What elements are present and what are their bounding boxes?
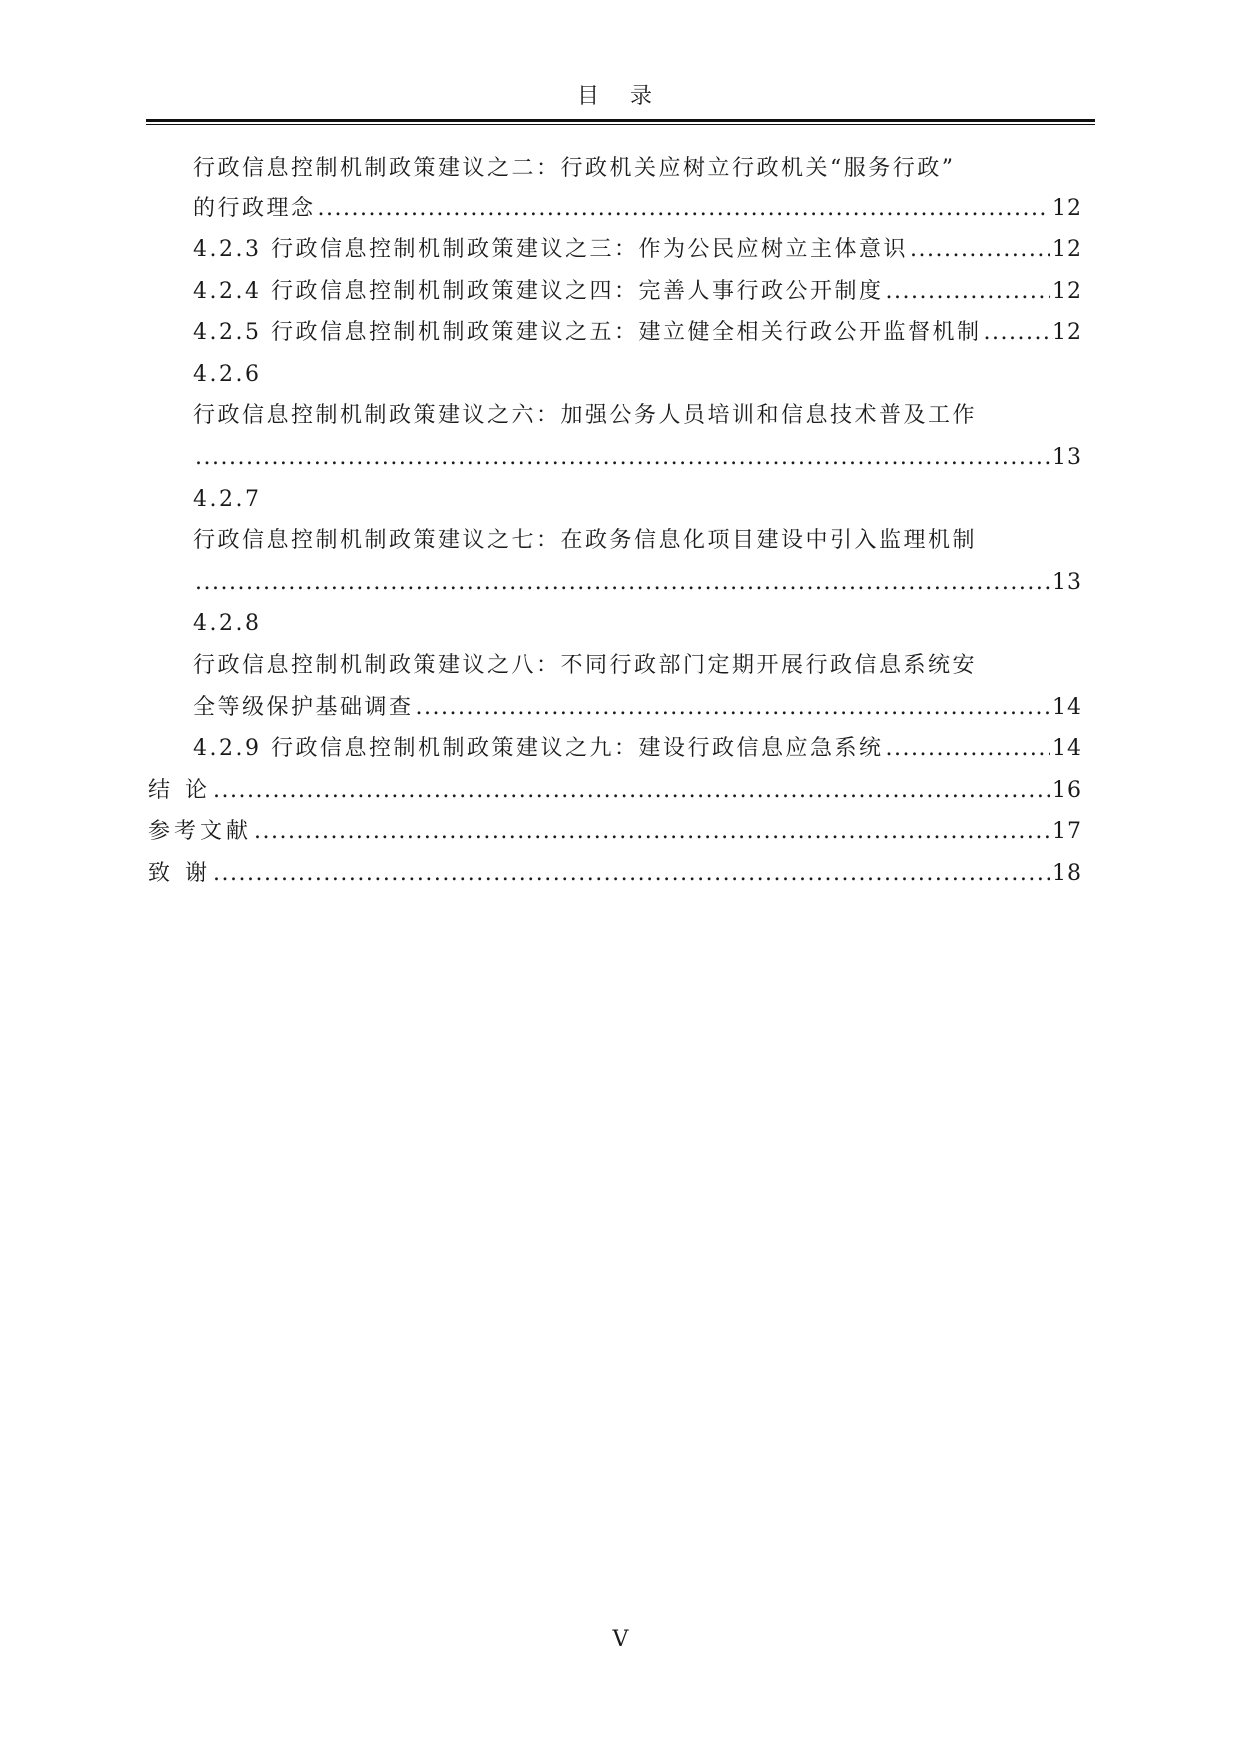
- toc-page-number: 17: [1052, 819, 1082, 844]
- toc-page-number: 14: [1052, 736, 1082, 761]
- page-header-title: 目 录: [577, 84, 664, 109]
- toc-entry-4-2-4[interactable]: [193, 276, 1082, 308]
- toc-leader-dots: [254, 816, 1050, 848]
- toc-entry-4-2-8-number: 4.2.8: [193, 611, 262, 636]
- toc-entry-4-2-3[interactable]: [193, 234, 1082, 266]
- toc-page-number: 16: [1052, 778, 1082, 803]
- toc-page-number: 13: [1052, 445, 1082, 470]
- toc-entry-4-2-7-number: 4.2.7: [193, 487, 262, 512]
- toc-leader-dots: [195, 442, 1050, 474]
- toc-entry-2-title-line-1: 行政信息控制机制政策建议之二：行政机关应树立行政机关“服务行政”: [193, 156, 956, 181]
- toc-entry-4-2-8[interactable]: [193, 692, 1082, 724]
- toc-page-number: 12: [1052, 237, 1082, 262]
- toc-entry-title: 4.2.9 行政信息控制机制政策建议之九：建设行政信息应急系统: [193, 736, 884, 761]
- toc-entry-title: 4.2.5 行政信息控制机制政策建议之五：建立健全相关行政公开监督机制: [193, 320, 982, 345]
- toc-entry-4-2-9[interactable]: [193, 733, 1082, 765]
- toc-leader-dots: [318, 193, 1050, 225]
- header-rule-thin: [146, 124, 1095, 125]
- page-number-footer: V: [612, 1627, 629, 1652]
- toc-page-number: 14: [1052, 695, 1082, 720]
- toc-page-number: 12: [1052, 279, 1082, 304]
- toc-entry-title: 4.2.3 行政信息控制机制政策建议之三：作为公民应树立主体意识: [193, 237, 908, 262]
- toc-entry-acknowledgements[interactable]: [148, 858, 1082, 890]
- header-rule-thick: [146, 119, 1095, 122]
- toc-leader-dots: [213, 858, 1050, 890]
- toc-entry-4-2-7[interactable]: [193, 567, 1082, 599]
- toc-entry-title: 致 谢: [148, 861, 211, 886]
- toc-entry-4-2-6-title-line: 行政信息控制机制政策建议之六：加强公务人员培训和信息技术普及工作: [193, 403, 978, 428]
- toc-leader-dots: [983, 317, 1050, 349]
- toc-entry-4-2-7-title-line: 行政信息控制机制政策建议之七：在政务信息化项目建设中引入监理机制: [193, 528, 978, 553]
- toc-page-number: 12: [1052, 196, 1082, 221]
- toc-leader-dots: [195, 567, 1050, 599]
- toc-page-number: 18: [1052, 861, 1082, 886]
- toc-leader-dots: [910, 234, 1050, 266]
- toc-entry-4-2-5[interactable]: [193, 317, 1082, 349]
- toc-entry-title: 参考文献: [148, 819, 253, 844]
- toc-entry-title: 结 论: [148, 778, 211, 803]
- toc-entry-4-2-6-number: 4.2.6: [193, 362, 262, 387]
- toc-entry-4-2-6[interactable]: [193, 442, 1082, 474]
- toc-entry-references[interactable]: [148, 816, 1082, 848]
- toc-leader-dots: [885, 276, 1050, 308]
- toc-entry-title: 全等级保护基础调查: [193, 695, 414, 720]
- toc-entry-title: 4.2.4 行政信息控制机制政策建议之四：完善人事行政公开制度: [193, 279, 884, 304]
- toc-page-number: 13: [1052, 570, 1082, 595]
- toc-leader-dots: [213, 775, 1050, 807]
- toc-entry-2[interactable]: [193, 193, 1082, 225]
- toc-leader-dots: [885, 733, 1050, 765]
- toc-entry-4-2-8-title-line-1: 行政信息控制机制政策建议之八：不同行政部门定期开展行政信息系统安: [193, 653, 978, 678]
- toc-entry-title: 的行政理念: [193, 196, 316, 221]
- toc-leader-dots: [416, 692, 1050, 724]
- toc-page-number: 12: [1052, 320, 1082, 345]
- toc-entry-conclusion[interactable]: [148, 775, 1082, 807]
